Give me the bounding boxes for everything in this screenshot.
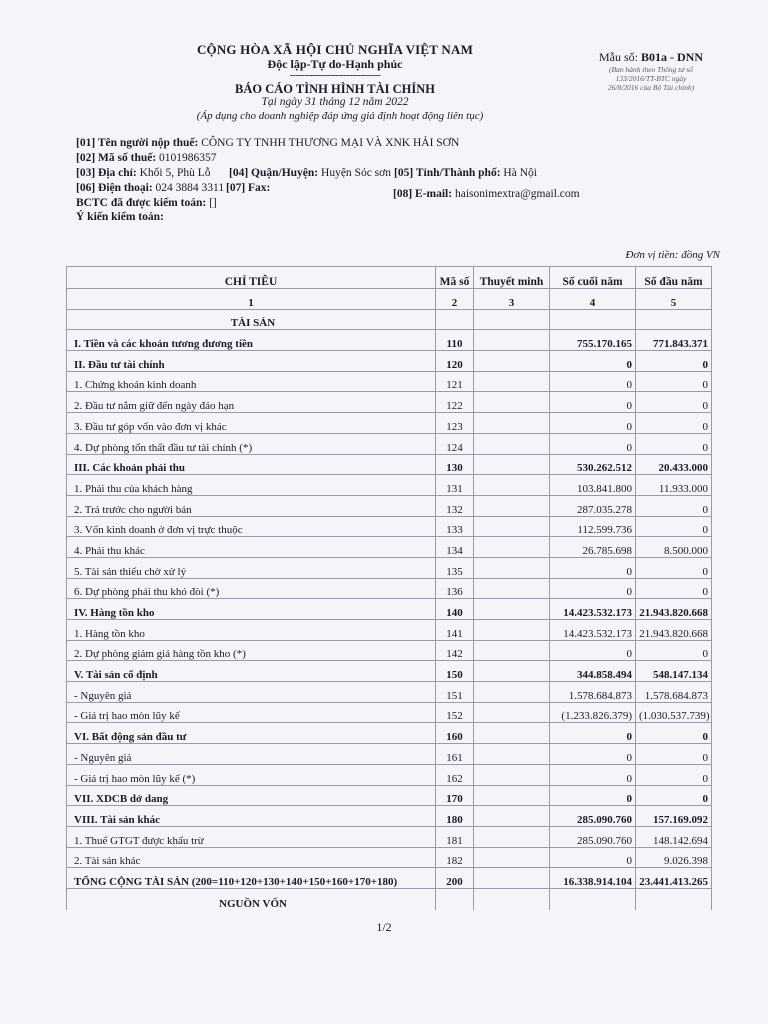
page-number: 1/2 [376,920,392,934]
table-row [67,888,712,910]
district-line [229,167,391,179]
row-note [474,371,550,392]
row-end-of-year: 0 [550,433,636,454]
audit-opinion-line [76,211,164,223]
row-end-of-year: 530.262.512 [550,454,636,475]
row-end-of-year: 0 [550,413,636,434]
table-row [67,330,712,351]
row-end-of-year [550,309,636,330]
table-row [67,392,712,413]
row-indicator: - Nguyên giá [67,682,436,703]
row-code: 162 [436,764,474,785]
row-indicator: 2. Đầu tư nắm giữ đến ngày đáo hạn [67,392,436,413]
row-note [474,764,550,785]
district-value: Huyện Sóc sơn [321,167,391,179]
row-end-of-year [550,888,636,910]
table-row [67,475,712,496]
email-value: haisonimextra@gmail.com [454,188,580,200]
row-note [474,454,550,475]
table-row [67,723,712,744]
column-number: 2 [436,289,474,310]
row-indicator: IV. Hàng tồn kho [67,599,436,620]
table-row [67,806,712,827]
row-code: 141 [436,620,474,641]
row-end-of-year: (1.233.826.379) [550,702,636,723]
row-beginning-of-year: 0 [636,371,712,392]
row-end-of-year: 103.841.800 [550,475,636,496]
row-note [474,702,550,723]
row-code: 130 [436,454,474,475]
tax-code-line [76,152,217,164]
country-heading: CỘNG HÒA XÃ HỘI CHỦ NGHĨA VIỆT NAM [196,42,474,57]
form-note-1: (Ban hành theo Thông tư số [609,65,693,74]
row-note [474,826,550,847]
row-code: 135 [436,557,474,578]
table-row [67,868,712,889]
table-row [67,620,712,641]
row-end-of-year: 0 [550,744,636,765]
row-code: 131 [436,475,474,496]
row-code: 161 [436,744,474,765]
row-note [474,661,550,682]
table-header-row [67,267,712,289]
row-beginning-of-year: 148.142.694 [636,826,712,847]
row-note [474,557,550,578]
row-note [474,888,550,910]
column-number: 1 [67,289,436,310]
table-row [67,578,712,599]
row-indicator: 3. Đầu tư góp vốn vào đơn vị khác [67,413,436,434]
row-note [474,475,550,496]
table-row [67,785,712,806]
row-indicator: 1. Chứng khoán kinh doanh [67,371,436,392]
row-note [474,351,550,372]
row-code: 150 [436,661,474,682]
province-label: [05] Tỉnh/Thành phố: [394,167,501,179]
row-note [474,495,550,516]
row-note [474,744,550,765]
row-beginning-of-year: 1.578.684.873 [636,682,712,703]
table-row [67,599,712,620]
tax-code-label: [02] Mã số thuế: [76,152,157,164]
row-indicator: TỔNG CỘNG TÀI SẢN (200=110+120+130+140+150+160+170+180) [67,868,436,889]
row-note [474,599,550,620]
table-row [67,309,712,330]
row-beginning-of-year: 548.147.134 [636,661,712,682]
row-code: 124 [436,433,474,454]
row-end-of-year: 0 [550,764,636,785]
table-row [67,413,712,434]
row-code: 110 [436,330,474,351]
province-value: Hà Nội [503,167,537,179]
row-end-of-year: 0 [550,351,636,372]
table-row [67,454,712,475]
row-end-of-year: 112.599.736 [550,516,636,537]
row-indicator: II. Đầu tư tài chính [67,351,436,372]
row-beginning-of-year: 0 [636,351,712,372]
form-code-block [586,50,716,92]
audited-line [76,197,217,209]
email-label: [08] E-mail: [393,188,453,200]
row-indicator: - Giá trị hao mòn lũy kế (*) [67,764,436,785]
row-indicator: TÀI SẢN [67,309,436,330]
row-code: 181 [436,826,474,847]
row-code: 152 [436,702,474,723]
row-beginning-of-year [636,309,712,330]
row-indicator: - Giá trị hao mòn lũy kế [67,702,436,723]
table-row [67,371,712,392]
column-number: 4 [550,289,636,310]
table-row [67,847,712,868]
row-beginning-of-year: 0 [636,413,712,434]
table-row [67,682,712,703]
row-note [474,723,550,744]
row-beginning-of-year: 21.943.820.668 [636,620,712,641]
row-beginning-of-year: (1.030.537.739) [636,702,712,723]
row-note [474,578,550,599]
audited-value: [] [209,197,217,209]
table-row [67,826,712,847]
header-code: Mã số [436,267,474,289]
row-code: 182 [436,847,474,868]
header-beginning-of-year: Số đầu năm [636,267,712,289]
row-code: 142 [436,640,474,661]
address-value: Khối 5, Phù Lỗ [139,167,211,179]
row-end-of-year: 16.338.914.104 [550,868,636,889]
row-indicator: 2. Tài sản khác [67,847,436,868]
table-row [67,702,712,723]
row-beginning-of-year: 0 [636,392,712,413]
province-line [394,167,537,179]
row-end-of-year: 0 [550,392,636,413]
row-indicator: 3. Vốn kinh doanh ở đơn vị trực thuộc [67,516,436,537]
table-row [67,764,712,785]
row-end-of-year: 344.858.494 [550,661,636,682]
row-note [474,868,550,889]
form-code-value: B01a - DNN [641,50,703,64]
row-end-of-year: 0 [550,640,636,661]
email-line [393,188,580,200]
row-beginning-of-year: 0 [636,516,712,537]
row-beginning-of-year: 0 [636,495,712,516]
taxpayer-name-line [76,137,459,149]
row-beginning-of-year: 0 [636,744,712,765]
row-code: 132 [436,495,474,516]
report-title: BÁO CÁO TÌNH HÌNH TÀI CHÍNH [235,82,435,96]
row-end-of-year: 1.578.684.873 [550,682,636,703]
row-beginning-of-year: 21.943.820.668 [636,599,712,620]
row-beginning-of-year: 0 [636,578,712,599]
row-note [474,413,550,434]
row-indicator: VI. Bất động sản đầu tư [67,723,436,744]
row-note [474,392,550,413]
row-code: 151 [436,682,474,703]
row-end-of-year: 285.090.760 [550,806,636,827]
row-end-of-year: 14.423.532.173 [550,620,636,641]
row-indicator: VIII. Tài sản khác [67,806,436,827]
row-end-of-year: 14.423.532.173 [550,599,636,620]
table-row [67,744,712,765]
balance-sheet-table-wrap [66,266,711,910]
row-indicator: 5. Tài sản thiếu chờ xử lý [67,557,436,578]
table-row [67,433,712,454]
row-code: 140 [436,599,474,620]
row-note [474,620,550,641]
row-beginning-of-year: 0 [636,723,712,744]
row-code: 160 [436,723,474,744]
row-code: 200 [436,868,474,889]
row-code: 120 [436,351,474,372]
row-indicator: 4. Dự phòng tổn thất đầu tư tài chính (*) [67,433,436,454]
row-code: 123 [436,413,474,434]
row-end-of-year: 0 [550,371,636,392]
row-note [474,682,550,703]
phone-line [76,182,224,194]
form-note-2: 133/2016/TT-BTC ngày [615,74,687,83]
table-row [67,557,712,578]
row-beginning-of-year: 0 [636,433,712,454]
phone-label: [06] Điện thoại: [76,182,153,194]
row-indicator: III. Các khoản phải thu [67,454,436,475]
currency-unit: Đơn vị tiền: đồng VN [625,249,720,261]
row-beginning-of-year: 0 [636,764,712,785]
row-beginning-of-year: 20.433.000 [636,454,712,475]
row-code: 180 [436,806,474,827]
report-date: Tại ngày 31 tháng 12 năm 2022 [261,96,409,108]
form-note-3: 26/8/2016 của Bộ Tài chính) [607,83,695,92]
table-body [67,309,712,910]
row-note [474,309,550,330]
row-indicator: 2. Trả trước cho người bán [67,495,436,516]
row-note [474,433,550,454]
row-code: 133 [436,516,474,537]
table-row [67,495,712,516]
row-beginning-of-year: 0 [636,557,712,578]
row-note [474,806,550,827]
row-end-of-year: 26.785.698 [550,537,636,558]
row-note [474,537,550,558]
address-line [76,167,210,179]
row-indicator: VII. XDCB dở dang [67,785,436,806]
row-end-of-year: 0 [550,847,636,868]
fax-line [226,182,270,194]
table-row [67,640,712,661]
heading-divider: -------------------------------- [289,70,381,81]
address-label: [03] Địa chỉ: [76,167,137,179]
row-note [474,847,550,868]
row-end-of-year: 285.090.760 [550,826,636,847]
form-code-label: Mẫu số: [599,50,638,64]
row-code [436,888,474,910]
table-row [67,351,712,372]
column-number: 3 [474,289,550,310]
row-beginning-of-year: 11.933.000 [636,475,712,496]
taxpayer-name-value: CÔNG TY TNHH THƯƠNG MẠI VÀ XNK HẢI SƠN [201,137,460,149]
row-beginning-of-year: 0 [636,640,712,661]
row-indicator: 4. Phải thu khác [67,537,436,558]
row-end-of-year: 0 [550,723,636,744]
audited-label: BCTC đã được kiểm toán: [76,197,207,209]
row-indicator: - Nguyên giá [67,744,436,765]
motto: Độc lập-Tự do-Hạnh phúc [267,57,403,71]
row-note [474,330,550,351]
row-code: 121 [436,371,474,392]
row-indicator: 2. Dự phòng giảm giá hàng tồn kho (*) [67,640,436,661]
form-code [586,50,716,65]
header-end-of-year: Số cuối năm [550,267,636,289]
row-end-of-year: 287.035.278 [550,495,636,516]
table-row [67,516,712,537]
row-code: 170 [436,785,474,806]
row-indicator: I. Tiền và các khoản tương đương tiền [67,330,436,351]
row-beginning-of-year [636,888,712,910]
row-indicator: 1. Phải thu của khách hàng [67,475,436,496]
row-note [474,640,550,661]
table-row [67,661,712,682]
phone-value: 024 3884 3311 [155,182,225,194]
row-beginning-of-year: 8.500.000 [636,537,712,558]
row-beginning-of-year: 0 [636,785,712,806]
row-end-of-year: 0 [550,557,636,578]
row-beginning-of-year: 157.169.092 [636,806,712,827]
row-beginning-of-year: 9.026.398 [636,847,712,868]
table-row [67,537,712,558]
header-note: Thuyết minh [474,267,550,289]
row-indicator: V. Tài sản cố định [67,661,436,682]
taxpayer-name-label: [01] Tên người nộp thuế: [76,137,199,149]
row-end-of-year: 0 [550,578,636,599]
report-applicability: (Áp dụng cho doanh nghiệp đáp ứng giả định hoạt động liên tục) [196,110,484,122]
row-indicator: 1. Hàng tồn kho [67,620,436,641]
row-end-of-year: 755.170.165 [550,330,636,351]
row-code: 122 [436,392,474,413]
row-note [474,516,550,537]
row-indicator: NGUỒN VỐN [67,888,436,910]
row-beginning-of-year: 771.843.371 [636,330,712,351]
district-label: [04] Quận/Huyện: [229,167,319,179]
row-beginning-of-year: 23.441.413.265 [636,868,712,889]
row-indicator: 1. Thuế GTGT được khấu trừ [67,826,436,847]
tax-code-value: 0101986357 [159,152,217,164]
row-note [474,785,550,806]
column-number: 5 [636,289,712,310]
row-end-of-year: 0 [550,785,636,806]
column-number-row [67,289,712,310]
balance-sheet-table [66,266,712,910]
row-indicator: 6. Dự phòng phải thu khó đòi (*) [67,578,436,599]
fax-label: [07] Fax: [226,182,271,194]
row-code: 134 [436,537,474,558]
audit-opinion-label: Ý kiến kiểm toán: [76,211,164,223]
row-code [436,309,474,330]
row-code: 136 [436,578,474,599]
header-indicator: CHỈ TIÊU [67,267,436,289]
